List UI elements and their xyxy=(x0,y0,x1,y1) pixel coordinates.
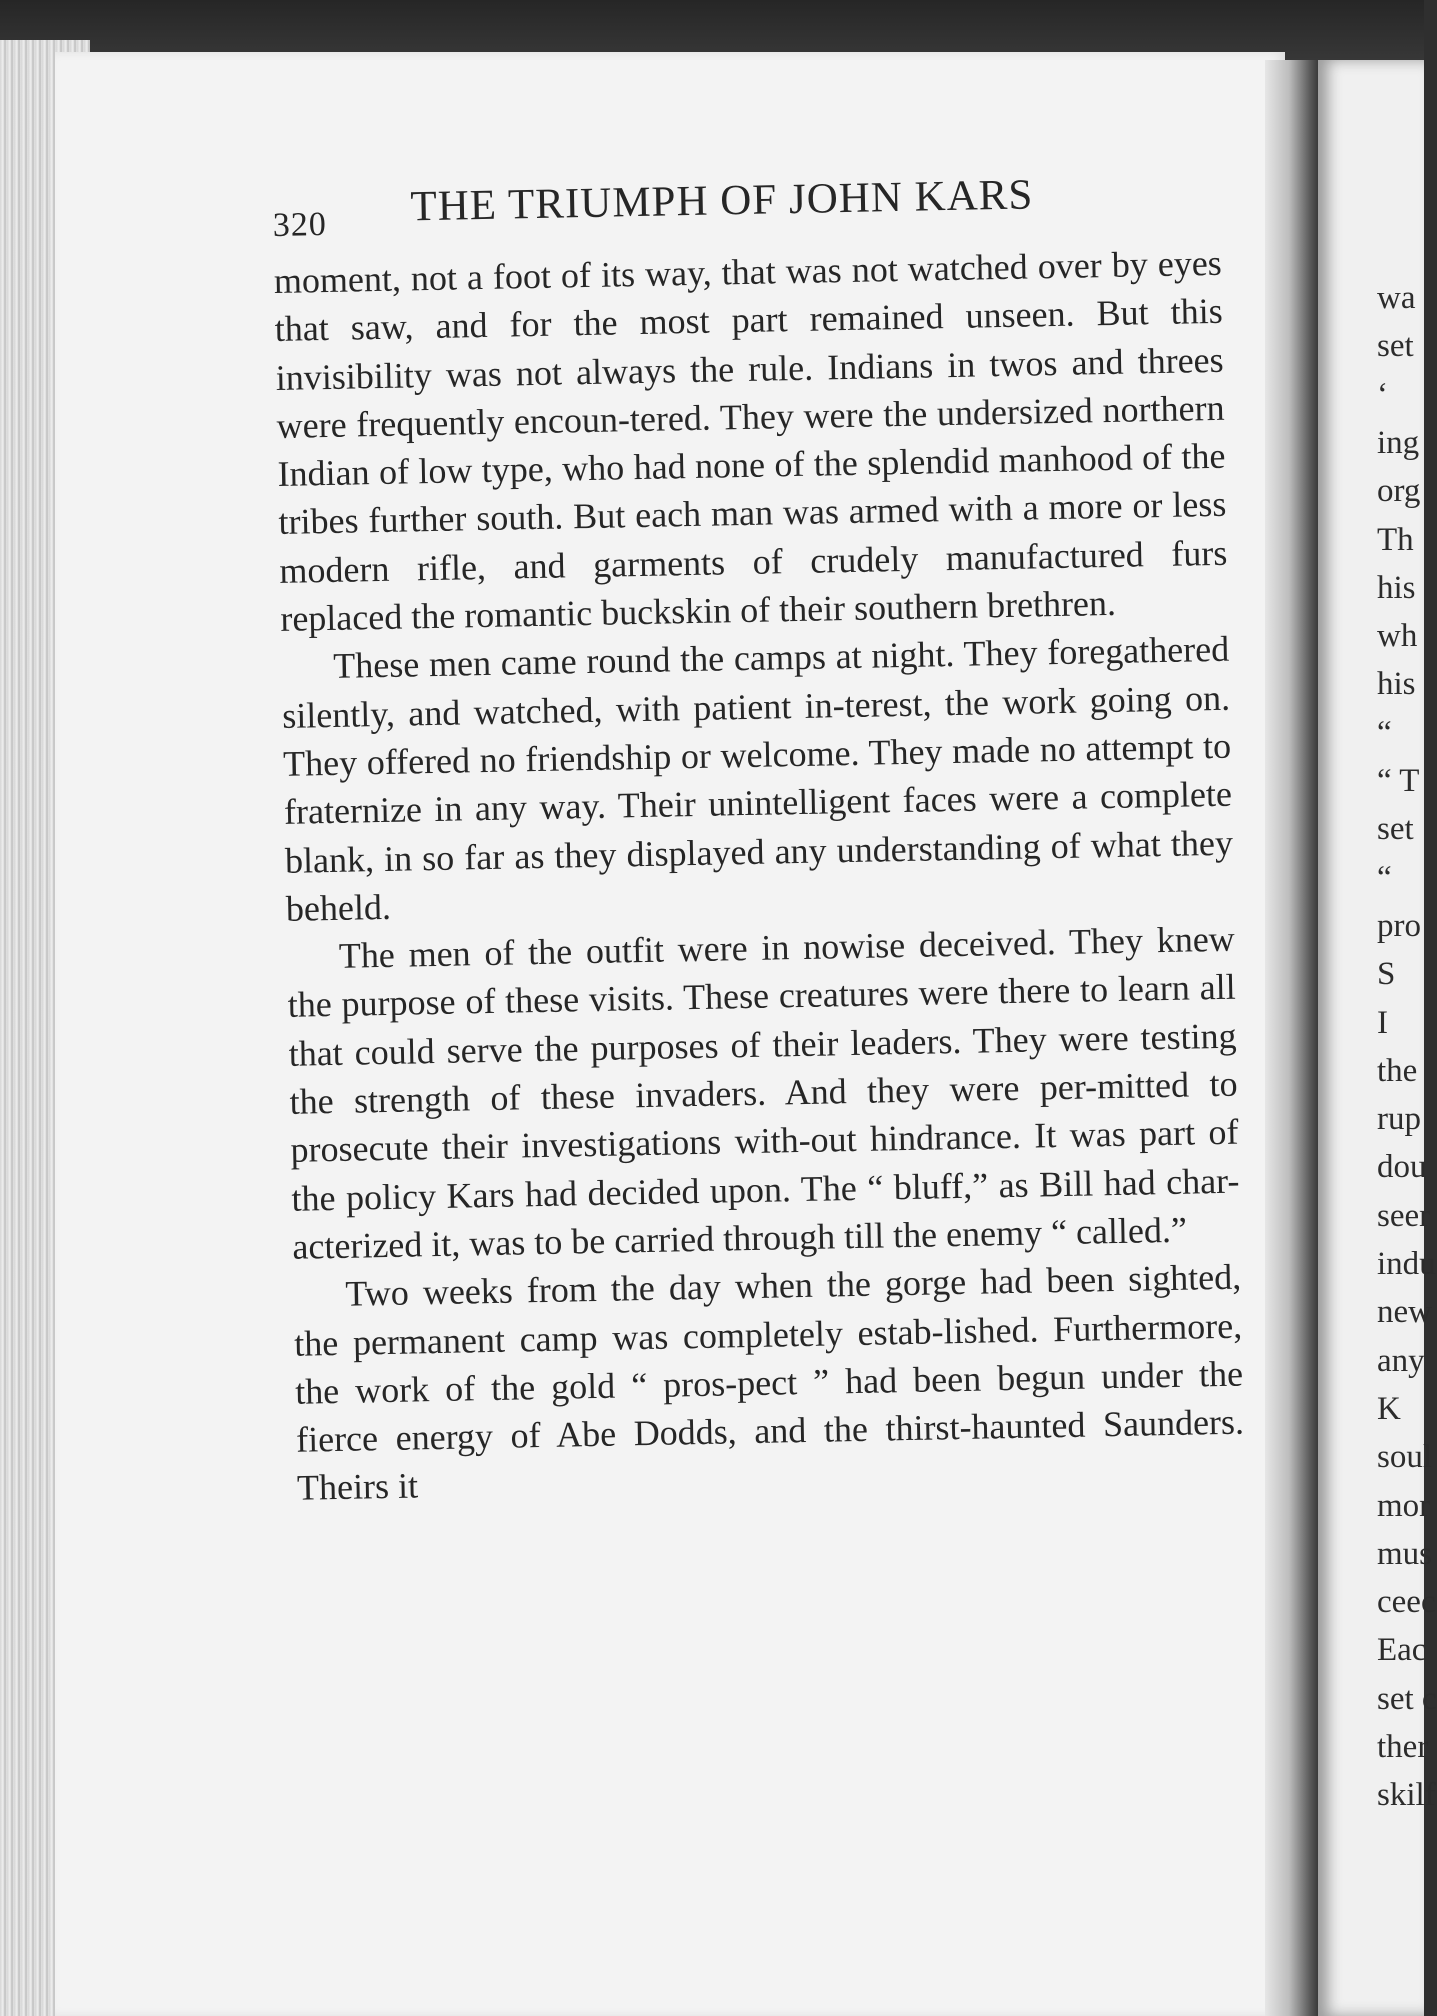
right-page-fragment: mor xyxy=(1377,1487,1431,1524)
right-page-fragment: K xyxy=(1377,1390,1401,1427)
paragraph: moment, not a foot of its way, that was not watched over by eyes that saw, and for the most part remained unseen. But this invisibility was not always the rule. Indians in twos and threes were frequently encoun-tered. They were the undersized northern Indian of low type, who had none of the splendid manhood of the tribes further south. But each man was armed with a more or less modern rifle, and garments of crudely manufactured furs replaced the romantic buckskin of their southern brethren. xyxy=(273,242,1228,639)
right-page-fragment: ing xyxy=(1377,424,1420,461)
right-page-fragment: his xyxy=(1377,666,1416,703)
right-page-fragment: indu xyxy=(1377,1246,1436,1282)
right-page-fragment: ‘ xyxy=(1377,376,1388,413)
right-page-fragment: new xyxy=(1377,1294,1432,1331)
page-number: 320 xyxy=(272,205,328,244)
right-page-fragment: any xyxy=(1377,1342,1425,1379)
page-content xyxy=(272,165,1245,1513)
right-page-fragment: skilf xyxy=(1377,1777,1436,1814)
paragraph: The men of the outfit were in nowise deceived. They knew the purpose of these visits. These creatures were there to learn all that could serve the purposes of their leaders. They were testing the strength of these invaders. And they were per-mitted to prosecute their investigations with-out hindrance. It was part of the policy Kars had decided upon. The “ bluff,” as Bill had char-acterized it, was to be carried through till the enemy “ called.” xyxy=(287,918,1240,1267)
right-page-fragment: Th xyxy=(1377,521,1414,558)
right-page-fragment: rup xyxy=(1377,1101,1421,1138)
right-page-fragment: “ T xyxy=(1377,763,1420,799)
right-page-fragment: soul xyxy=(1377,1439,1433,1476)
right-page-fragment: “ xyxy=(1377,859,1392,896)
right-page-fragment: the xyxy=(1377,1052,1418,1089)
right-page-fragment: wh xyxy=(1377,618,1418,655)
right-page-fragment: dou xyxy=(1377,1149,1427,1186)
right-page-fragment: seer xyxy=(1377,1197,1431,1234)
right-page-text-fragments xyxy=(1318,60,1437,2016)
right-page-fragment: mus xyxy=(1377,1535,1433,1572)
right-page-fragment: ceec xyxy=(1377,1584,1436,1621)
paragraph: These men came round the camps at night. They foregathered silently, and watched, with patient in-terest, the work going on. They offered no friendship or welcome. They made no attempt to fraternize in any way. Their unintelligent faces were a complete blank, in so far as they displayed any understanding of what they beheld. xyxy=(281,629,1234,929)
running-title: THE TRIUMPH OF JOHN KARS xyxy=(410,171,1034,231)
right-page-fragment: I xyxy=(1377,1004,1388,1041)
right-page xyxy=(1318,60,1437,2016)
right-page-fragment: pro xyxy=(1377,907,1421,944)
right-page-fragment: set xyxy=(1377,811,1414,848)
book-gutter xyxy=(1265,60,1325,2016)
right-page-fragment: ther xyxy=(1377,1729,1429,1765)
right-page-fragment: set c xyxy=(1377,1680,1437,1717)
right-page-fragment: S xyxy=(1377,956,1396,993)
right-page-fragment: Eac xyxy=(1377,1632,1427,1669)
paragraph: Two weeks from the day when the gorge had been sighted, the permanent camp was completely estab-lished. Furthermore, the work of the gold “ pros-pect ” had been begun under the fierce energy of Abe Dodds, and the thirst-haunted Saunders. Theirs it xyxy=(293,1256,1245,1509)
right-page-fragment: org xyxy=(1377,473,1421,510)
right-page-fragment: his xyxy=(1377,569,1416,606)
right-page-fragment: “ xyxy=(1377,714,1392,751)
right-page-fragment: wa xyxy=(1377,280,1416,316)
right-page-fragment: set xyxy=(1377,328,1414,365)
